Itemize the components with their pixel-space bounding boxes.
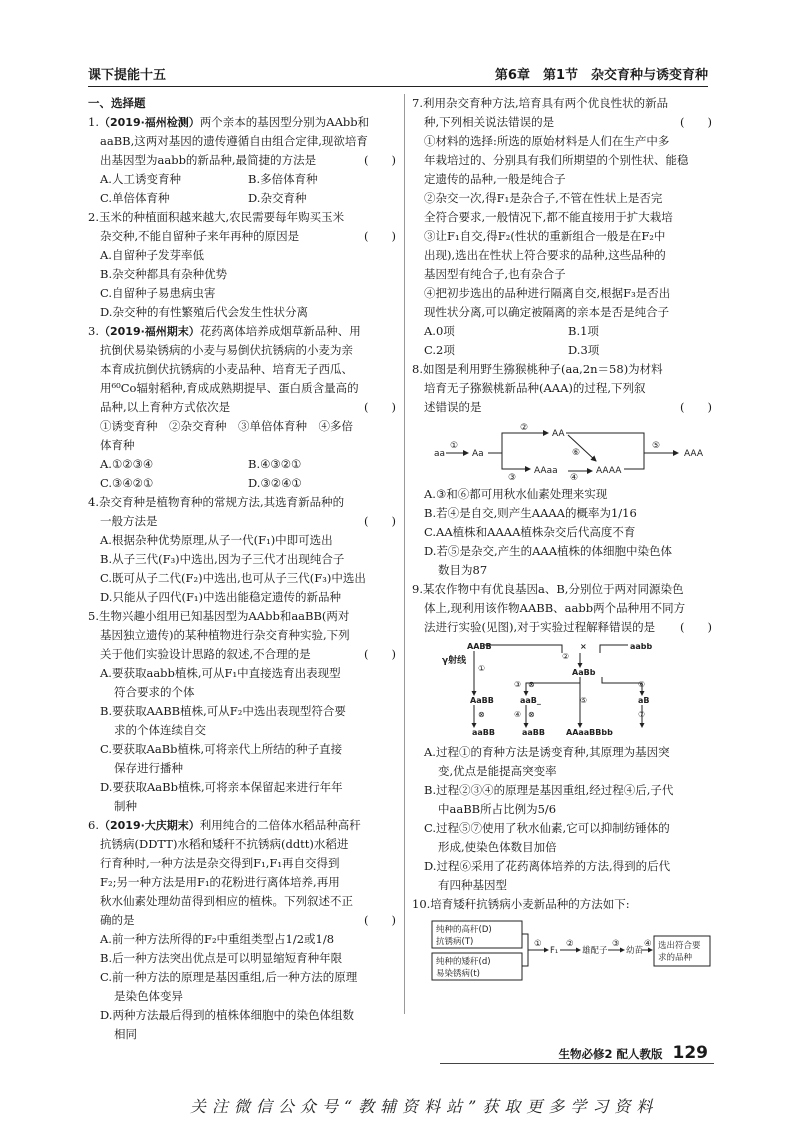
option-a: A.根据杂种优势原理,从子一代(F₁)中即可选出 [100,533,333,547]
q6-source: （2019·大庆期末） [98,819,200,832]
wheat-breeding-diagram [412,918,712,984]
q10-diagram [412,918,712,984]
svg-text:⑦: ⑦ [638,710,646,719]
selfing-icon: ⊗ [528,680,535,689]
book-title: 生物必修2 配人教版 [558,1047,663,1061]
svg-text:求的品种: 求的品种 [658,953,693,963]
option-b: B.过程②③④的原理是基因重组,经过程④后,子代 [424,783,674,797]
option-d: D.杂交育种 [248,191,307,205]
header-rule [88,86,708,87]
question-1: 1.（2019·福州检测）两个亲本的基因型分别为AAbb和 aaBB,这两对基因的遗传遵循自由组合定律,现欲培育 出基因型为aabb的新品种,最简捷的方法是 ( ) A.人工诱变育种 B.多倍体育种 C.单倍体育种 D.杂交育种 [88,113,396,208]
svg-text:纯种的矮秆(d): 纯种的矮秆(d) [436,957,491,967]
question-9: 9.某农作物中有优良基因a、B,分别位于两对同源染色 体上,现利用该作物AABB、aabb两个品种用不同方 法进行实验(见图),对于实验过程解释错误的是 ( ) AABB aabb γ射线 × AaBb AaBB aaB_ aaBB aaBB AAaaBBbb aB ① ② ③ ④ ⑤ ⑥ ⑦ ⊗ ⊗ ⊗ A.过程①的育种方法是诱变育种,其原理为基因突 变,优点是能提高突变率 B.过程②③④的原理是基因重组,经过程④后,子代 中aaBB所占比例为5/6 C.过程⑤⑦使用了秋水仙素,它可以抑制纺锤体的 形成,使染色体数目加倍 D.过程⑥采用了花药离体培养的方法,得到的后代 有四种基因型 [412,582,712,892]
node-AAA: AAA [684,449,703,459]
option-c: C.过程⑤⑦使用了秋水仙素,它可以抑制纺锤体的 [424,821,670,835]
question-10: 10.培育矮秆抗锈病小麦新品种的方法如下: 纯种的高秆(D) 抗锈病(T) 纯种的矮秆(d) 易染锈病(t) ① F₁ ② 雄配子 ③ 幼苗 ④ 选出符合要 求的品种 [412,895,712,984]
svg-text:①: ① [450,441,459,451]
svg-text:③: ③ [508,473,517,481]
selfing-icon: ⊗ [528,710,535,719]
experiment-flow-diagram [412,641,712,739]
svg-text:④: ④ [514,710,522,719]
q1-source: （2019·福州检测） [98,116,200,129]
svg-text:①: ① [478,664,486,673]
option-a: A.人工诱变育种 [100,172,181,186]
svg-text:②: ② [520,423,529,433]
breeding-flow-diagram [412,421,712,481]
option-a: A.前一种方法所得的F₂中重组类型占1/2或1/8 [100,932,335,946]
option-b: B.杂交种都具有杂种优势 [100,267,228,281]
q8-diagram [412,421,712,481]
option-b: B.1项 [568,324,599,338]
svg-text:④: ④ [570,473,579,481]
option-c: C.要获取AaBb植株,可将亲代上所结的种子直接 [100,742,343,756]
option-a: A.0项 [424,324,455,338]
option-a: A.自留种子发芽率低 [100,248,204,262]
option-b: B.④③②① [248,457,302,471]
svg-text:③: ③ [612,939,620,949]
option-c: C.③④②① [100,476,154,490]
option-d: D.过程⑥采用了花药离体培养的方法,得到的后代 [424,859,671,873]
svg-text:①: ① [534,939,542,949]
option-d: D.③②④① [248,476,302,490]
option-d: D.3项 [568,343,600,357]
option-d: D.两种方法最后得到的植株体细胞中的染色体组数 [100,1008,354,1022]
node-seedling: 幼苗 [626,946,644,956]
node-aaBB-left: aaBB [472,728,495,737]
node-aB: aB [638,696,650,705]
answer-paren: ( ) [680,115,712,129]
node-AABB: AABB [467,642,492,651]
node-Aa: Aa [472,449,484,459]
page-header [88,62,708,84]
option-b: B.若④是自交,则产生AAAA的概率为1/16 [424,506,637,520]
svg-text:②: ② [562,652,570,661]
header-right: 第6章 第1节 杂交育种与诱变育种 [494,68,708,83]
question-6: 6.（2019·大庆期末）利用纯合的二倍体水稻品种高秆 抗锈病(DDTT)水稻和矮秆不抗锈病(ddtt)水稻进 行育种时,一种方法是杂交得到F₁,F₁再自交得到 F₂;另一种方法是用F₁的花粉进行离体培养,再用 秋水仙素处理幼苗得到相应的植株。下列叙述不正 确的是 ( ) A.前一种方法所得的F₂中重组类型占1/2或1/8 B.后一种方法突出优点是可以明显缩短育种年限 C.前一种方法的原理是基因重组,后一种方法的原理 是染色体变异 D.两种方法最后得到的植株体细胞中的染色体组数 相同 [88,818,396,1041]
svg-text:③: ③ [514,680,522,689]
question-8: 8.如图是利用野生猕猴桃种子(aa,2n＝58)为材料 培育无子猕猴桃新品种(AAA)的过程,下列叙 述错误的是 ( ) aa Aa AA AAaa AAAA AAA ① ② ③ ④ ⑤ ⑥ A.③和⑥都可用秋水仙素处理来实现 B.若④是自交,则产生AAAA的概率为1/16 C.AA植株和AAAA植株杂交后代高度不育 D.若⑤是杂交,产生的AAA植株的体细胞中染色体 数目为87 [412,362,712,577]
node-AaBb: AaBb [572,668,596,677]
node-AA: AA [552,429,565,439]
node-AAaa: AAaa [534,466,558,476]
answer-paren: ( ) [364,229,396,243]
option-c: C.AA植株和AAAA植株杂交后代高度不育 [424,525,636,539]
node-pollen: 雄配子 [582,946,608,956]
node-aa: aa [434,449,446,459]
question-7: 7.利用杂交育种方法,培育具有两个优良性状的新品 种,下列相关说法错误的是 ( ) ①材料的选择:所选的原始材料是人们在生产中多 年栽培过的、分别具有我们所期望的个别性状、能稳 定遗传的品种,一般是纯合子 ②杂交一次,得F₁是杂合子,不管在性状上是否完 全符合要求,一般情况下,都不能直接用于扩大栽培 ③让F₁自交,得F₂(性状的重新组合一般是在F₂中 出现),选出在性状上符合要求的品种,这些品种的 基因型有纯合子,也有杂合子 ④把初步选出的品种进行隔离自交,根据F₃是否出 现性状分离,可以确定被隔离的亲本是否是纯合子 A.0项 B.1项 C.2项 D.3项 [412,94,712,360]
page-footer [558,1043,708,1063]
option-c: C.2项 [424,343,455,357]
column-divider [404,94,405,1014]
question-2: 2.玉米的种植面积越来越大,农民需要每年购买玉米 杂交种,不能自留种子来年再种的原因是 ( ) A.自留种子发芽率低 B.杂交种都具有杂种优势 C.自留种子易患病虫害 D.杂交种的有性繁殖后代会发生性状分离 [88,208,396,322]
node-AAaaBBbb: AAaaBBbb [566,728,613,737]
svg-text:选出符合要: 选出符合要 [658,941,701,951]
svg-text:纯种的高秆(D): 纯种的高秆(D) [436,925,492,935]
option-d: D.杂交种的有性繁殖后代会发生性状分离 [100,305,308,319]
svg-text:易染锈病(t): 易染锈病(t) [436,969,480,979]
svg-text:⑥: ⑥ [572,448,581,458]
cross-symbol: × [580,642,587,651]
left-column [88,94,396,1044]
answer-paren: ( ) [364,514,396,528]
gamma-ray-label: γ射线 [442,656,467,666]
option-c: C.单倍体育种 [100,191,170,205]
question-3: 3.（2019·福州期末）花药离体培养成烟草新品种、用 抗倒伏易染锈病的小麦与易倒伏抗锈病的小麦为亲 本育成抗倒伏抗锈病的小麦品种、培育无子西瓜、 用⁶⁰Co辐射稻种,育成成熟期提早、蛋白质含量高的 品种,以上育种方式依次是 ( ) ①诱变育种 ②杂交育种 ③单倍体育种 ④多倍 体育种 A.①②③④ B.④③②① C.③④②① D.③②④① [88,322,396,493]
node-AaBB: AaBB [470,696,494,705]
answer-paren: ( ) [364,913,396,927]
option-a: A.要获取aabb植株,可从F₁中直接选育出表现型 [100,666,341,680]
node-aabb: aabb [630,642,653,651]
option-d: D.要获取AaBb植株,可将亲本保留起来进行年年 [100,780,343,794]
section-title: 一、选择题 [88,96,146,110]
footer-rule [440,1063,714,1064]
option-b: B.后一种方法突出优点是可以明显缩短育种年限 [100,951,343,965]
answer-paren: ( ) [364,647,396,661]
option-a: A.③和⑥都可用秋水仙素处理来实现 [424,487,608,501]
node-F1: F₁ [550,946,559,956]
answer-paren: ( ) [364,153,396,167]
answer-paren: ( ) [364,400,396,414]
page-number: 129 [672,1043,708,1063]
q3-source: （2019·福州期末） [98,325,200,338]
answer-paren: ( ) [680,400,712,414]
question-4: 4.杂交育种是植物育种的常规方法,其选育新品种的 一般方法是 ( ) A.根据杂种优势原理,从子一代(F₁)中即可选出 B.从子三代(F₃)中选出,因为子三代才出现纯合子 C.既可从子二代(F₂)中选出,也可从子三代(F₃)中选出 D.只能从子四代(F₁)中选出能稳定遗传的新品种 [88,493,396,607]
option-c: C.既可从子二代(F₂)中选出,也可从子三代(F₃)中选出 [100,571,366,585]
option-c: C.自留种子易患病虫害 [100,286,216,300]
node-aaB_: aaB_ [520,696,541,705]
q9-diagram [412,641,712,739]
selfing-icon: ⊗ [478,710,485,719]
answer-paren: ( ) [680,620,712,634]
svg-text:⑤: ⑤ [652,441,661,451]
node-aaBB-right: aaBB [522,728,545,737]
svg-text:⑤: ⑤ [580,696,588,705]
option-b: B.多倍体育种 [248,172,318,186]
svg-text:②: ② [566,939,574,949]
option-b: B.从子三代(F₃)中选出,因为子三代才出现纯合子 [100,552,345,566]
option-b: B.要获取AABB植株,可从F₂中选出表现型符合要 [100,704,346,718]
handwritten-note: 关注微信公众号“教辅资料站”获取更多学习资料 [190,1097,659,1116]
question-5: 5.生物兴趣小组用已知基因型为AAbb和aaBB(两对 基因独立遗传)的某种植物进行杂交育种实验,下列 关于他们实验设计思路的叙述,不合理的是 ( ) A.要获取aabb植株,可从F₁中直接选育出表现型 符合要求的个体 B.要获取AABB植株,可从F₂中选出表现型符合要 求的个体连续自交 C.要获取AaBb植株,可将亲代上所结的种子直接 保存进行播种 D.要获取AaBb植株,可将亲本保留起来进行年年 制种 [88,609,396,813]
option-d: D.若⑤是杂交,产生的AAA植株的体细胞中染色体 [424,544,673,558]
right-column [412,94,712,988]
svg-text:⑥: ⑥ [638,680,646,689]
option-c: C.前一种方法的原理是基因重组,后一种方法的原理 [100,970,358,984]
option-d: D.只能从子四代(F₁)中选出能稳定遗传的新品种 [100,590,342,604]
svg-text:抗锈病(T): 抗锈病(T) [436,937,474,947]
option-a: A.过程①的育种方法是诱变育种,其原理为基因突 [424,745,670,759]
header-left: 课下提能十五 [88,68,167,83]
option-a: A.①②③④ [100,457,154,471]
svg-text:④: ④ [644,939,652,949]
node-AAAA: AAAA [596,466,622,476]
